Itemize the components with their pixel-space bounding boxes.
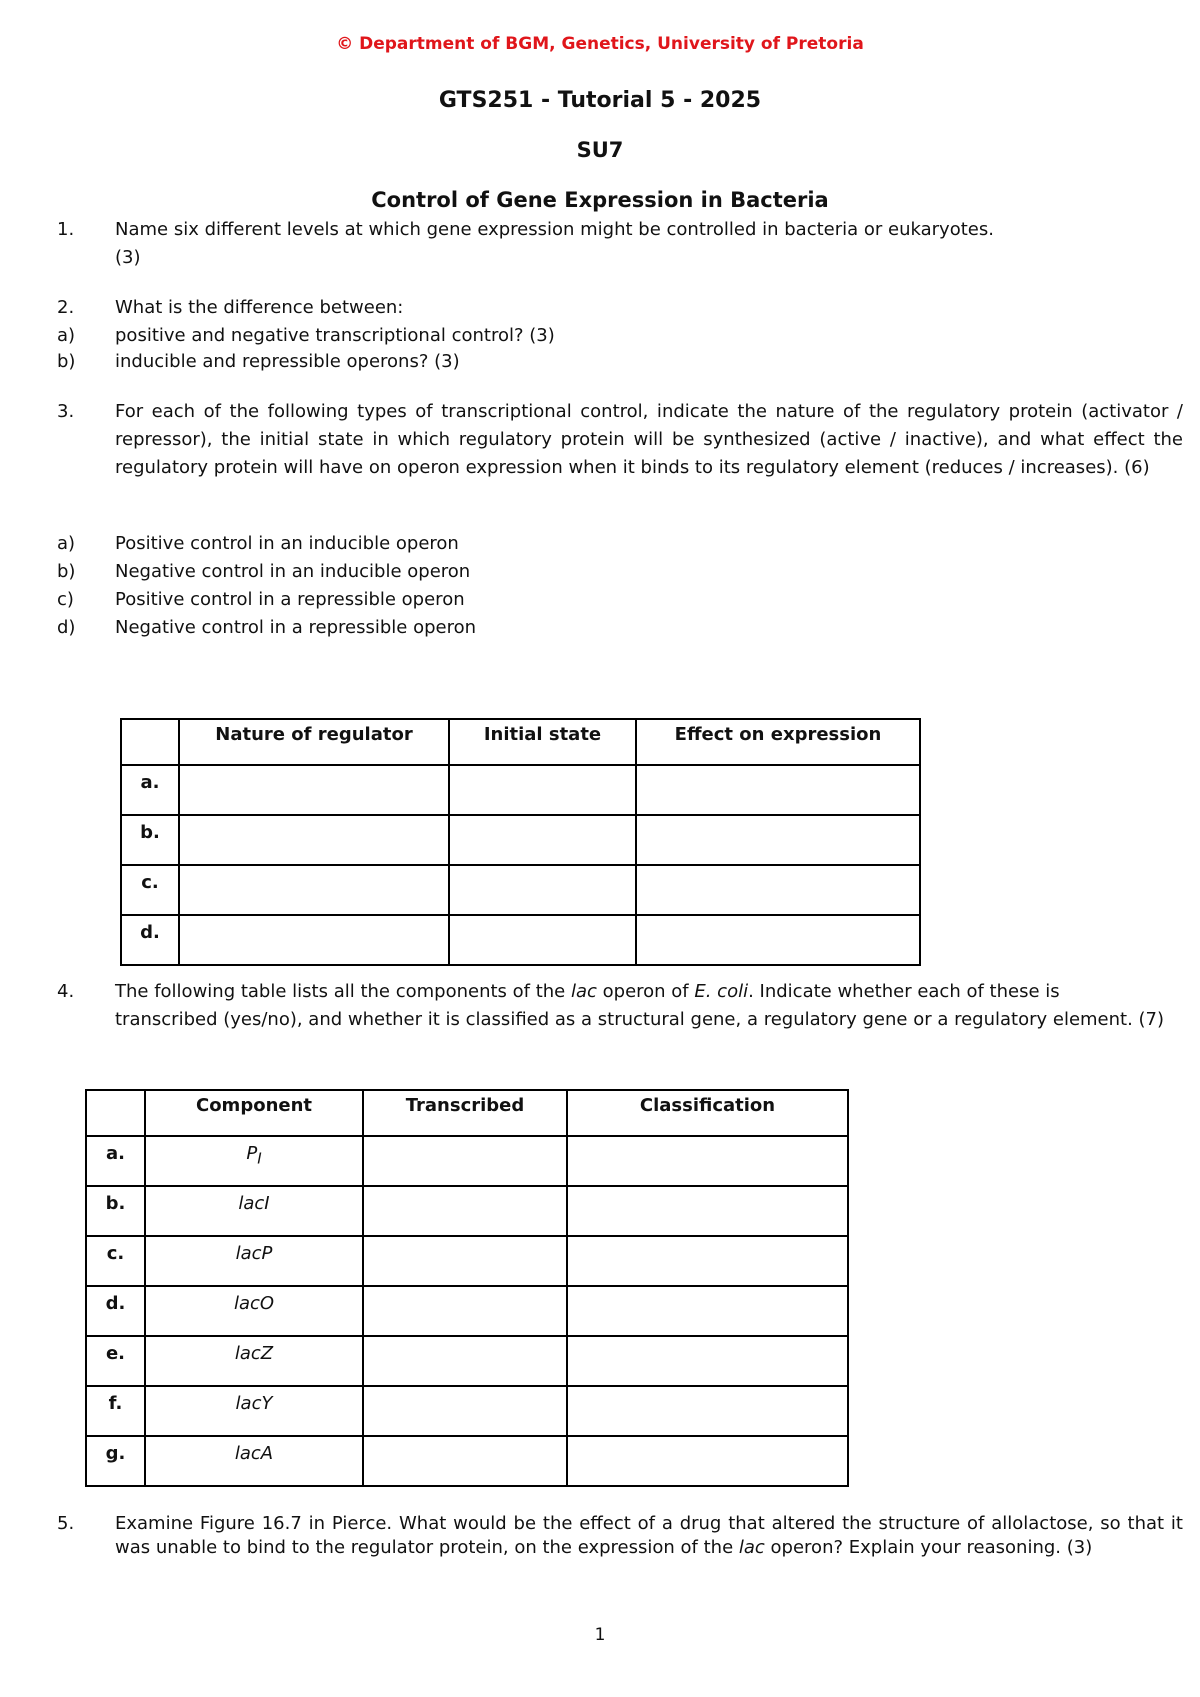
table-row [121, 815, 920, 865]
part-text: inducible and repressible operons? (3) [115, 351, 460, 372]
column-header: Effect on expression [636, 719, 920, 765]
part-label: c) [57, 589, 74, 610]
question-2 [57, 294, 1183, 322]
question-marks: (3) [115, 247, 141, 268]
column-header: Initial state [449, 719, 636, 765]
question-number: 1. [57, 219, 75, 240]
lac-operon-table [85, 1089, 849, 1487]
copyright-header: © Department of BGM, Genetics, University of Pretoria [336, 34, 864, 54]
column-header: Component [145, 1090, 363, 1136]
row-label: f. [86, 1386, 145, 1436]
answer-cell[interactable] [636, 765, 920, 815]
row-label: c. [86, 1236, 145, 1286]
table-row [86, 1386, 848, 1436]
answer-cell[interactable] [567, 1386, 848, 1436]
question-part [57, 586, 1183, 614]
page-number: 1 [594, 1625, 606, 1645]
corner-cell [86, 1090, 145, 1136]
question-number: 2. [57, 297, 75, 318]
question-number: 5. [57, 1513, 75, 1534]
answer-cell[interactable] [567, 1236, 848, 1286]
question-part [57, 558, 1183, 586]
answer-cell[interactable] [567, 1136, 848, 1186]
answer-cell[interactable] [449, 765, 636, 815]
question-part [57, 348, 1183, 376]
answer-cell[interactable] [449, 865, 636, 915]
answer-cell[interactable] [179, 765, 449, 815]
question-part [57, 530, 1183, 558]
part-label: b) [57, 561, 76, 582]
row-label: d. [121, 915, 179, 965]
component-cell: lacY [145, 1386, 363, 1436]
question-4 [57, 978, 1165, 1034]
table-row [121, 915, 920, 965]
question-1 [57, 216, 1115, 272]
component-cell: lacZ [145, 1336, 363, 1386]
table-row [121, 765, 920, 815]
row-label: d. [86, 1286, 145, 1336]
table-row [86, 1336, 848, 1386]
row-label: b. [86, 1186, 145, 1236]
part-text: Negative control in a repressible operon [115, 617, 477, 638]
answer-cell[interactable] [636, 815, 920, 865]
answer-cell[interactable] [363, 1236, 567, 1286]
answer-cell[interactable] [179, 815, 449, 865]
answer-cell[interactable] [363, 1186, 567, 1236]
row-label: a. [121, 765, 179, 815]
part-text: Positive control in a repressible operon [115, 589, 465, 610]
table-row [86, 1186, 848, 1236]
question-5 [57, 1512, 1183, 1560]
question-text: Name six different levels at which gene expression might be controlled in bacteria or eukaryotes. [115, 219, 994, 240]
question-text: Examine Figure 16.7 in Pierce. What would be the effect of a drug that altered the structure of allolactose, so that it was unable to bind to the regulator protein, on the expression of the lac operon? Explain your reasoning. (3) [115, 1513, 1183, 1558]
answer-cell[interactable] [179, 915, 449, 965]
column-header: Classification [567, 1090, 848, 1136]
column-header: Transcribed [363, 1090, 567, 1136]
question-part [57, 614, 1183, 642]
table-row [86, 1136, 848, 1186]
study-unit: SU7 [576, 138, 624, 162]
component-cell: lacP [145, 1236, 363, 1286]
answer-cell[interactable] [449, 915, 636, 965]
question-number: 3. [57, 401, 75, 422]
answer-cell[interactable] [363, 1436, 567, 1486]
answer-cell[interactable] [363, 1286, 567, 1336]
row-label: a. [86, 1136, 145, 1186]
question-part [57, 322, 1183, 350]
table-row [86, 1236, 848, 1286]
answer-cell[interactable] [636, 915, 920, 965]
answer-cell[interactable] [567, 1336, 848, 1386]
answer-cell[interactable] [636, 865, 920, 915]
part-text: positive and negative transcriptional control? (3) [115, 325, 555, 346]
component-cell: lacI [145, 1186, 363, 1236]
answer-cell[interactable] [567, 1186, 848, 1236]
table-header-row [86, 1090, 848, 1136]
document-title: GTS251 - Tutorial 5 - 2025 [438, 88, 762, 113]
answer-cell[interactable] [567, 1436, 848, 1486]
question-text: What is the difference between: [115, 297, 404, 318]
part-label: b) [57, 351, 76, 372]
question-3 [57, 398, 1183, 482]
part-label: a) [57, 325, 76, 346]
component-cell: lacA [145, 1436, 363, 1486]
table-row [86, 1436, 848, 1486]
answer-cell[interactable] [363, 1386, 567, 1436]
column-header: Nature of regulator [179, 719, 449, 765]
row-label: e. [86, 1336, 145, 1386]
table-row [121, 865, 920, 915]
part-label: d) [57, 617, 76, 638]
table-row [86, 1286, 848, 1336]
row-label: g. [86, 1436, 145, 1486]
answer-cell[interactable] [363, 1136, 567, 1186]
row-label: c. [121, 865, 179, 915]
answer-cell[interactable] [179, 865, 449, 915]
answer-cell[interactable] [567, 1286, 848, 1336]
answer-cell[interactable] [449, 815, 636, 865]
part-label: a) [57, 533, 76, 554]
row-label: b. [121, 815, 179, 865]
component-cell: lacO [145, 1286, 363, 1336]
part-text: Positive control in an inducible operon [115, 533, 459, 554]
corner-cell [121, 719, 179, 765]
answer-cell[interactable] [363, 1336, 567, 1386]
question-text: For each of the following types of transcriptional control, indicate the nature of the regulatory protein (activator / repressor), the initial state in which regulatory protein will be synthesized (active / inactive), and what effect the regulatory protein will have on operon expression when it binds to its regulatory element (reduces / increases). (6) [115, 401, 1183, 478]
part-text: Negative control in an inducible operon [115, 561, 471, 582]
question-text: The following table lists all the components of the lac operon of E. coli. Indicate whether each of these is transcribed (yes/no), and whether it is classified as a structural gene, a regulatory gene or a regulatory element. (7) [115, 981, 1165, 1030]
question-number: 4. [57, 981, 75, 1002]
component-cell: $P_I$ [145, 1136, 363, 1186]
document-subtitle: Control of Gene Expression in Bacteria [371, 188, 829, 212]
table-header-row [121, 719, 920, 765]
regulation-table [120, 718, 921, 966]
